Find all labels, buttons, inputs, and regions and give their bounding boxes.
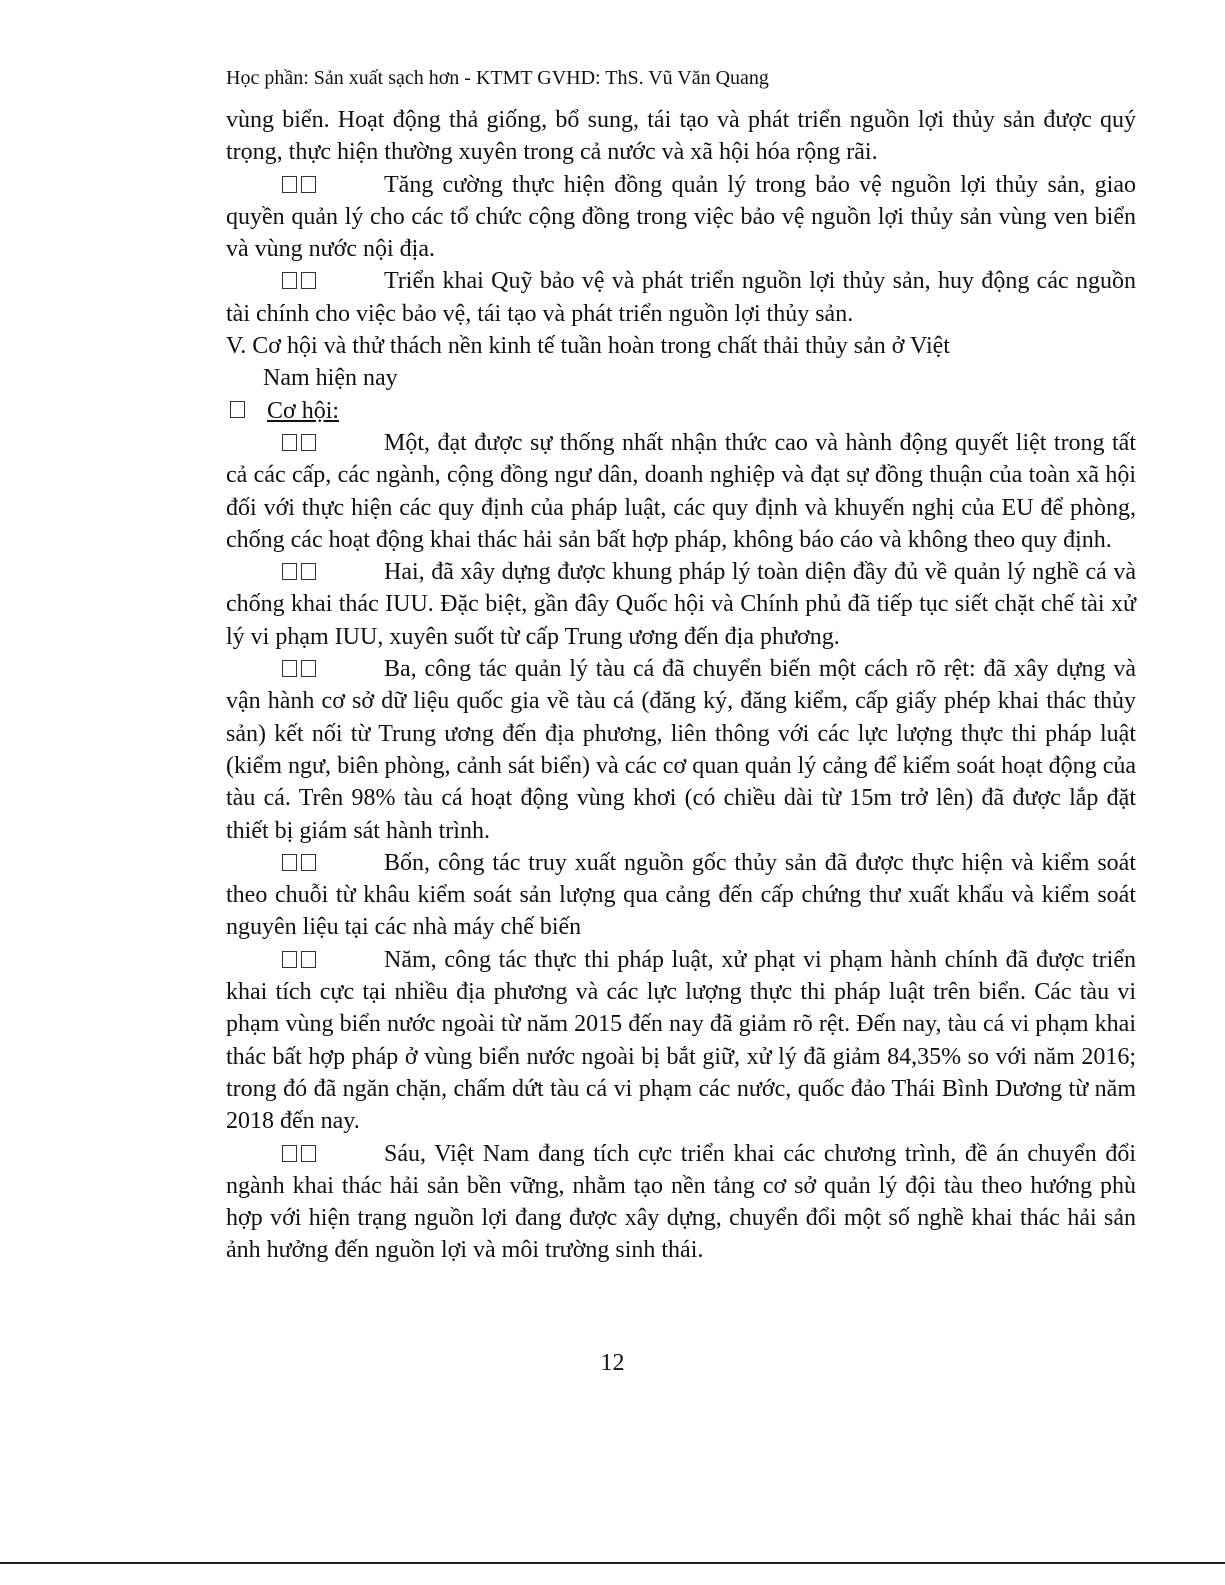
subheading-co-hoi	[226, 395, 1136, 427]
page-header: Học phần: Sản xuất sạch hơn - KTMT GVHD: ThS. Vũ Văn Quang	[226, 67, 769, 89]
bullet-icon	[282, 556, 384, 588]
bullet-paragraph-4	[226, 427, 1136, 556]
section-heading-line-2: Nam hiện nay	[263, 365, 398, 392]
section-heading-line-1: V. Cơ hội và thử thách nền kinh tế tuần hoàn trong chất thải thủy sản ở Việt	[226, 333, 950, 360]
bullet-text: Một, đạt được sự thống nhất nhận thức cao và hành động quyết liệt trong tất cả các cấp, các ngành, cộng đồng ngư dân, doanh nghiệp và đạt sự đồng thuận của toàn xã hội đối với thực hiện các quy định của pháp luật, các quy định và khuyến nghị của EU để phòng, chống các hoạt động khai thác hải sản bất hợp pháp, không báo cáo và không theo quy định.	[226, 429, 1136, 553]
bullet-icon	[282, 653, 384, 685]
bullet-paragraph-6	[226, 653, 1136, 847]
page-number: 12	[600, 1350, 625, 1376]
bullet-text: Sáu, Việt Nam đang tích cực triển khai các chương trình, đề án chuyển đổi ngành khai thác hải sản bền vững, nhằm tạo nền tảng cơ sở quản lý đội tàu theo hướng phù hợp với hiện trạng nguồn lợi đang được xây dựng, chuyển đổi một số nghề khai thác hải sản ảnh hưởng đến nguồn lợi và môi trường sinh thái.	[226, 1140, 1136, 1264]
bullet-paragraph-9	[226, 1138, 1136, 1267]
document-body	[226, 104, 1136, 1267]
bullet-paragraph-7	[226, 847, 1136, 944]
bullet-text: Hai, đã xây dựng được khung pháp lý toàn diện đầy đủ về quản lý nghề cá và chống khai thác IUU. Đặc biệt, gần đây Quốc hội và Chính phủ đã tiếp tục siết chặt chế tài xử lý vi phạm IUU, xuyên suốt từ cấp Trung ương đến địa phương.	[226, 559, 1136, 650]
bullet-paragraph-8	[226, 944, 1136, 1138]
bottom-divider	[0, 1562, 1225, 1564]
bullet-text: Triển khai Quỹ bảo vệ và phát triển nguồn lợi thủy sản, huy động các nguồn tài chính cho việc bảo vệ, tái tạo và phát triển nguồn lợi thủy sản.	[226, 268, 1136, 327]
bullet-paragraph-5	[226, 556, 1136, 653]
bullet-icon	[282, 265, 384, 297]
bullet-text: Bốn, công tác truy xuất nguồn gốc thủy sản đã được thực hiện và kiểm soát theo chuỗi từ khâu kiểm soát sản lượng qua cảng đến cấp chứng thư xuất khẩu và kiểm soát nguyên liệu tại các nhà máy chế biến	[226, 849, 1136, 941]
bullet-icon	[282, 1138, 384, 1170]
bullet-paragraph-2	[226, 169, 1136, 266]
bullet-text: Tăng cường thực hiện đồng quản lý trong bảo vệ nguồn lợi thủy sản, giao quyền quản lý cho các tổ chức cộng đồng trong việc bảo vệ nguồn lợi thủy sản vùng ven biển và vùng nước nội địa.	[226, 171, 1136, 263]
bullet-icon	[282, 847, 384, 879]
bullet-icon	[282, 427, 384, 459]
bullet-icon	[282, 944, 384, 976]
bullet-icon	[282, 169, 384, 201]
paragraph-1: vùng biển. Hoạt động thả giống, bổ sung, tái tạo và phát triển nguồn lợi thủy sản được quý trọng, thực hiện thường xuyên trong cả nước và xã hội hóa rộng rãi.	[226, 107, 1136, 166]
bullet-paragraph-3	[226, 265, 1136, 330]
subheading-label: Cơ hội:	[267, 397, 340, 424]
checkbox-glyph-icon	[230, 401, 245, 418]
bullet-text: Năm, công tác thực thi pháp luật, xử phạt vi phạm hành chính đã được triển khai tích cực tại nhiều địa phương và các lực lượng thực thi pháp luật trên biển. Các tàu vi phạm vùng biển nước ngoài từ năm 2015 đến nay đã giảm rõ rệt. Đến nay, tàu cá vi phạm khai thác bất hợp pháp ở vùng biển nước ngoài bị bắt giữ, xử lý đã giảm 84,35% so với năm 2016; trong đó đã ngăn chặn, chấm dứt tàu cá vi phạm các nước, quốc đảo Thái Bình Dương từ năm 2018 đến nay.	[226, 946, 1136, 1135]
bullet-text: Ba, công tác quản lý tàu cá đã chuyển biến một cách rõ rệt: đã xây dựng và vận hành cơ sở dữ liệu quốc gia về tàu cá (đăng ký, đăng kiểm, cấp giấy phép khai thác thủy sản) kết nối từ Trung ương đến địa phương, liên thông với các lực lượng thực thi pháp luật (kiểm ngư, biên phòng, cảnh sát biển) và các cơ quan quản lý cảng để kiểm soát hoạt động của tàu cá. Trên 98% tàu cá hoạt động vùng khơi (có chiều dài từ 15m trở lên) đã được lắp đặt thiết bị giám sát hành trình.	[226, 656, 1136, 844]
